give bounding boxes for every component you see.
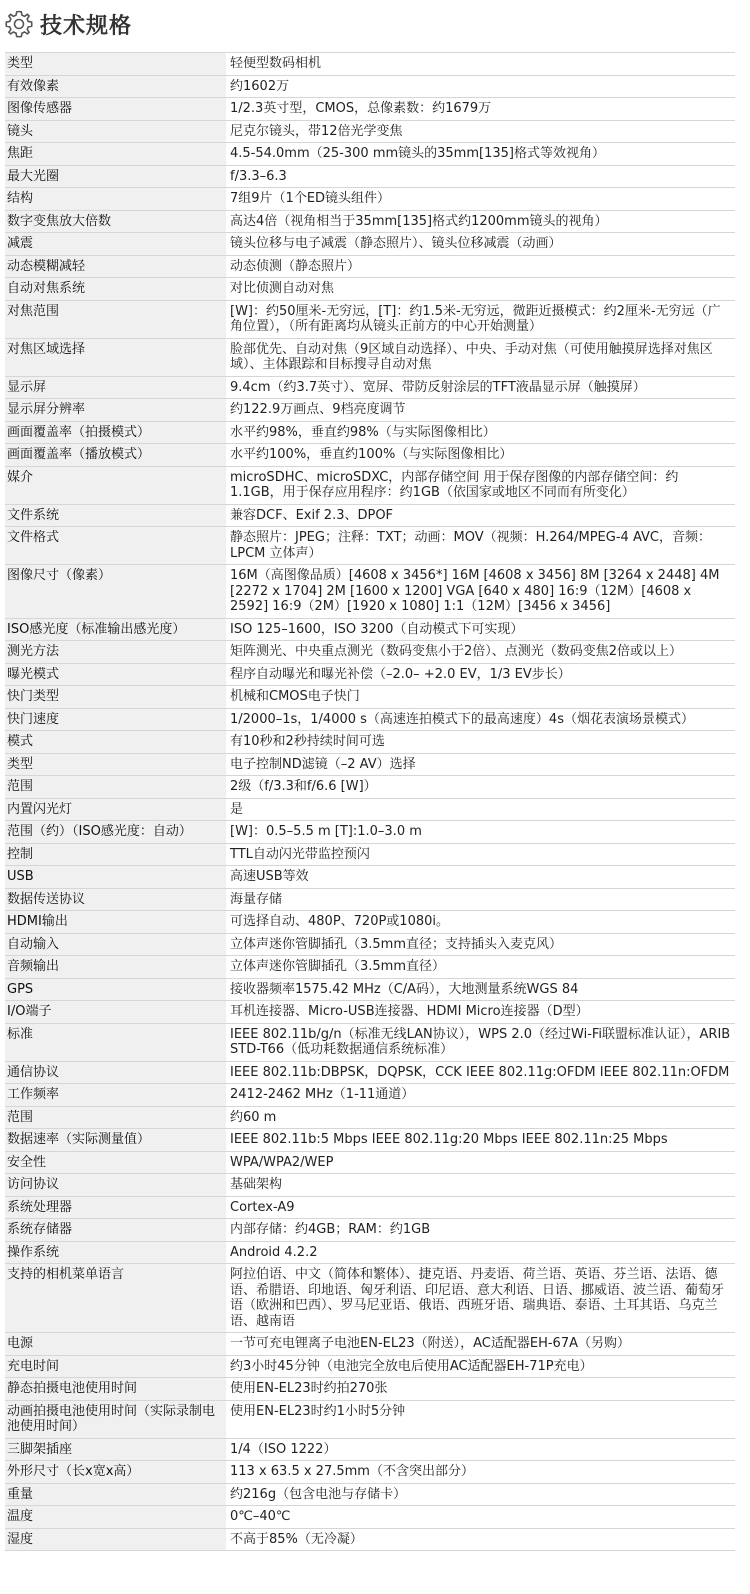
spec-value: 立体声迷你管脚插孔（3.5mm直径） [226, 956, 735, 979]
spec-value: ISO 125–1600，ISO 3200（自动模式下可实现） [226, 618, 735, 641]
spec-value: 脸部优先、自动对焦（9区域自动选择）、中央、手动对焦（可使用触摸屏选择对焦区域）、主体跟踪和目标搜寻自动对焦 [226, 338, 735, 376]
spec-value: 一节可充电锂离子电池EN-EL23（附送），AC适配器EH-67A（另购） [226, 1333, 735, 1356]
spec-row [5, 1438, 735, 1461]
spec-label: 电源 [5, 1333, 226, 1356]
spec-label: 范围（约）（ISO感光度：自动） [5, 821, 226, 844]
spec-row [5, 641, 735, 664]
spec-row [5, 843, 735, 866]
spec-row [5, 1333, 735, 1356]
spec-row [5, 753, 735, 776]
spec-label: 图像尺寸（像素） [5, 565, 226, 619]
spec-label: 测光方法 [5, 641, 226, 664]
spec-label: 通信协议 [5, 1061, 226, 1084]
spec-row [5, 1483, 735, 1506]
spec-label: 静态拍摄电池使用时间 [5, 1378, 226, 1401]
spec-value: 动态侦测（静态照片） [226, 255, 735, 278]
spec-value: 0℃–40℃ [226, 1506, 735, 1529]
spec-label: 画面覆盖率（拍摄模式） [5, 421, 226, 444]
spec-label: 温度 [5, 1506, 226, 1529]
spec-label: 操作系统 [5, 1241, 226, 1264]
spec-label: ISO感光度（标准输出感光度） [5, 618, 226, 641]
spec-label: 范围 [5, 1106, 226, 1129]
spec-value: 矩阵测光、中央重点测光（数码变焦小于2倍）、点测光（数码变焦2倍或以上） [226, 641, 735, 664]
spec-label: I/O端子 [5, 1001, 226, 1024]
spec-row [5, 278, 735, 301]
spec-label: 支持的相机菜单语言 [5, 1264, 226, 1333]
spec-label: 数字变焦放大倍数 [5, 210, 226, 233]
spec-label: 文件格式 [5, 527, 226, 565]
spec-value: 内部存储：约4GB；RAM：约1GB [226, 1219, 735, 1242]
spec-row [5, 527, 735, 565]
spec-row [5, 255, 735, 278]
spec-value: 水平约98%，垂直约98%（与实际图像相比） [226, 421, 735, 444]
spec-value: 约3小时45分钟（电池完全放电后使用AC适配器EH-71P充电） [226, 1355, 735, 1378]
spec-row [5, 618, 735, 641]
spec-label: 范围 [5, 776, 226, 799]
spec-label: 自动对焦系统 [5, 278, 226, 301]
spec-row [5, 1023, 735, 1061]
spec-value: f/3.3–6.3 [226, 165, 735, 188]
spec-value: 约1602万 [226, 75, 735, 98]
spec-label: 控制 [5, 843, 226, 866]
spec-row [5, 731, 735, 754]
spec-row [5, 300, 735, 338]
spec-row [5, 1196, 735, 1219]
spec-value: 使用EN-EL23时约1小时5分钟 [226, 1400, 735, 1438]
spec-label: 湿度 [5, 1528, 226, 1551]
spec-value: 机械和CMOS电子快门 [226, 686, 735, 709]
spec-value: 2级（f/3.3和f/6.6 [W]） [226, 776, 735, 799]
spec-row [5, 165, 735, 188]
spec-value: IEEE 802.11b:5 Mbps IEEE 802.11g:20 Mbps IEEE 802.11n:25 Mbps [226, 1129, 735, 1152]
spec-value: WPA/WPA2/WEP [226, 1151, 735, 1174]
spec-value: 轻便型数码相机 [226, 53, 735, 76]
spec-value: 有10秒和2秒持续时间可选 [226, 731, 735, 754]
spec-row [5, 933, 735, 956]
spec-label: 音频输出 [5, 956, 226, 979]
spec-row [5, 956, 735, 979]
spec-value: IEEE 802.11b/g/n（标准无线LAN协议），WPS 2.0（经过Wi-Fi联盟标准认证），ARIB STD-T66（低功耗数据通信系统标准） [226, 1023, 735, 1061]
spec-row [5, 504, 735, 527]
spec-label: 显示屏 [5, 376, 226, 399]
spec-label: 系统存储器 [5, 1219, 226, 1242]
spec-row [5, 98, 735, 121]
spec-label: 曝光模式 [5, 663, 226, 686]
spec-value: 是 [226, 798, 735, 821]
spec-value: 16M（高图像品质）[4608 x 3456*] 16M [4608 x 3456] 8M [3264 x 2448] 4M [2272 x 1704] 2M [1600 x 1200] VGA [640 x 480] 16:9（12M）[4608 x 2592] 16:9（2M）[1920 x 1080] 1:1（12M）[3456 x 3456] [226, 565, 735, 619]
spec-label: 文件系统 [5, 504, 226, 527]
spec-row [5, 466, 735, 504]
spec-label: 三脚架插座 [5, 1438, 226, 1461]
spec-row [5, 1174, 735, 1197]
spec-label: 数据速率（实际测量值） [5, 1129, 226, 1152]
spec-value: 基础架构 [226, 1174, 735, 1197]
spec-label: 对焦区域选择 [5, 338, 226, 376]
spec-value: [W]：约50厘米-无穷远，[T]：约1.5米-无穷远，微距近摄模式：约2厘米-无穷远（广角位置），（所有距离均从镜头正前方的中心开始测量） [226, 300, 735, 338]
spec-value: 高速USB等效 [226, 866, 735, 889]
spec-row [5, 1355, 735, 1378]
spec-label: 图像传感器 [5, 98, 226, 121]
spec-row [5, 399, 735, 422]
spec-table [5, 52, 735, 1551]
spec-row [5, 53, 735, 76]
spec-value: 7组9片（1个ED镜头组件） [226, 188, 735, 211]
spec-value: 接收器频率1575.42 MHz（C/A码），大地测量系统WGS 84 [226, 978, 735, 1001]
spec-value: Android 4.2.2 [226, 1241, 735, 1264]
spec-label: 类型 [5, 53, 226, 76]
spec-row [5, 1129, 735, 1152]
spec-label: 快门速度 [5, 708, 226, 731]
spec-label: 显示屏分辨率 [5, 399, 226, 422]
spec-value: 1/2000–1s，1/4000 s（高速连拍模式下的最高速度）4s（烟花表演场景模式） [226, 708, 735, 731]
spec-row [5, 1084, 735, 1107]
spec-value: 海量存储 [226, 888, 735, 911]
spec-value: Cortex-A9 [226, 1196, 735, 1219]
spec-row [5, 188, 735, 211]
spec-row [5, 1106, 735, 1129]
spec-value: 2412-2462 MHz（1-11通道） [226, 1084, 735, 1107]
spec-label: 有效像素 [5, 75, 226, 98]
spec-row [5, 376, 735, 399]
spec-label: 系统处理器 [5, 1196, 226, 1219]
spec-label: 快门类型 [5, 686, 226, 709]
spec-label: 数据传送协议 [5, 888, 226, 911]
spec-row [5, 821, 735, 844]
spec-value: 高达4倍（视角相当于35mm[135]格式约1200mm镜头的视角） [226, 210, 735, 233]
spec-row [5, 776, 735, 799]
spec-value: 约60 m [226, 1106, 735, 1129]
spec-row [5, 1219, 735, 1242]
spec-row [5, 444, 735, 467]
spec-row [5, 1001, 735, 1024]
spec-row [5, 1400, 735, 1438]
spec-label: 工作频率 [5, 1084, 226, 1107]
spec-value: 程序自动曝光和曝光补偿（–2.0– +2.0 EV，1/3 EV步长） [226, 663, 735, 686]
spec-value: 可选择自动、480P、720P或1080i。 [226, 911, 735, 934]
spec-value: microSDHC、microSDXC，内部存储空间 用于保存图像的内部存储空间：约1.1GB，用于保存应用程序：约1GB（依国家或地区不同而有所变化） [226, 466, 735, 504]
spec-value: 9.4cm（约3.7英寸）、宽屏、带防反射涂层的TFT液晶显示屏（触摸屏） [226, 376, 735, 399]
spec-label: 媒介 [5, 466, 226, 504]
spec-label: 充电时间 [5, 1355, 226, 1378]
spec-label: 对焦范围 [5, 300, 226, 338]
spec-row [5, 708, 735, 731]
spec-value: 1/2.3英寸型，CMOS，总像素数：约1679万 [226, 98, 735, 121]
spec-label: USB [5, 866, 226, 889]
spec-value: IEEE 802.11b:DBPSK，DQPSK，CCK IEEE 802.11g:OFDM IEEE 802.11n:OFDM [226, 1061, 735, 1084]
spec-row [5, 1528, 735, 1551]
spec-label: 访问协议 [5, 1174, 226, 1197]
spec-value: 使用EN-EL23时约拍270张 [226, 1378, 735, 1401]
spec-row [5, 233, 735, 256]
spec-row [5, 1241, 735, 1264]
spec-value: 镜头位移与电子减震（静态照片）、镜头位移减震（动画） [226, 233, 735, 256]
spec-row [5, 1264, 735, 1333]
spec-value: 电子控制ND滤镜（–2 AV）选择 [226, 753, 735, 776]
spec-label: 减震 [5, 233, 226, 256]
spec-value: 水平约100%，垂直约100%（与实际图像相比） [226, 444, 735, 467]
spec-row [5, 686, 735, 709]
spec-row [5, 911, 735, 934]
spec-value: 阿拉伯语、中文（简体和繁体）、捷克语、丹麦语、荷兰语、英语、芬兰语、法语、德语、希腊语、印地语、匈牙利语、印尼语、意大利语、日语、挪威语、波兰语、葡萄牙语（欧洲和巴西）、罗马尼亚语、俄语、西班牙语、瑞典语、泰语、土耳其语、乌克兰语、越南语 [226, 1264, 735, 1333]
spec-row [5, 1061, 735, 1084]
spec-label: HDMI输出 [5, 911, 226, 934]
spec-label: 自动输入 [5, 933, 226, 956]
spec-row [5, 663, 735, 686]
spec-row [5, 143, 735, 166]
spec-row [5, 120, 735, 143]
spec-row [5, 798, 735, 821]
spec-label: GPS [5, 978, 226, 1001]
spec-row [5, 1506, 735, 1529]
spec-label: 最大光圈 [5, 165, 226, 188]
spec-row [5, 1151, 735, 1174]
spec-value: 尼克尔镜头，带12倍光学变焦 [226, 120, 735, 143]
spec-value: 立体声迷你管脚插孔（3.5mm直径；支持插头入麦克风） [226, 933, 735, 956]
gear-icon [4, 9, 34, 39]
spec-row [5, 565, 735, 619]
spec-value: 约122.9万画点、9档亮度调节 [226, 399, 735, 422]
spec-value: [W]：0.5–5.5 m [T]:1.0–3.0 m [226, 821, 735, 844]
spec-label: 焦距 [5, 143, 226, 166]
spec-row [5, 888, 735, 911]
spec-value: 耳机连接器、Micro-USB连接器、HDMI Micro连接器（D型） [226, 1001, 735, 1024]
spec-label: 重量 [5, 1483, 226, 1506]
spec-row [5, 1378, 735, 1401]
spec-value: 静态照片：JPEG；注释：TXT；动画：MOV（视频：H.264/MPEG-4 AVC，音频：LPCM 立体声） [226, 527, 735, 565]
spec-row [5, 421, 735, 444]
spec-label: 安全性 [5, 1151, 226, 1174]
spec-label: 类型 [5, 753, 226, 776]
spec-value: 兼容DCF、Exif 2.3、DPOF [226, 504, 735, 527]
spec-label: 动态模糊减轻 [5, 255, 226, 278]
spec-value: 对比侦测自动对焦 [226, 278, 735, 301]
spec-row [5, 866, 735, 889]
spec-row [5, 338, 735, 376]
spec-row [5, 210, 735, 233]
spec-value: 不高于85%（无冷凝） [226, 1528, 735, 1551]
spec-label: 动画拍摄电池使用时间（实际录制电池使用时间） [5, 1400, 226, 1438]
section-header [0, 0, 750, 48]
spec-value: 113 x 63.5 x 27.5mm（不含突出部分） [226, 1461, 735, 1484]
spec-label: 模式 [5, 731, 226, 754]
spec-label: 镜头 [5, 120, 226, 143]
spec-value: 1/4（ISO 1222） [226, 1438, 735, 1461]
spec-row [5, 978, 735, 1001]
spec-label: 外形尺寸（长x宽x高） [5, 1461, 226, 1484]
spec-label: 结构 [5, 188, 226, 211]
spec-value: 4.5-54.0mm（25-300 mm镜头的35mm[135]格式等效视角） [226, 143, 735, 166]
spec-label: 画面覆盖率（播放模式） [5, 444, 226, 467]
spec-value: 约216g（包含电池与存储卡） [226, 1483, 735, 1506]
spec-row [5, 75, 735, 98]
page-title: 技术规格 [40, 13, 133, 39]
spec-value: TTL自动闪光带监控预闪 [226, 843, 735, 866]
spec-label: 内置闪光灯 [5, 798, 226, 821]
spec-label: 标准 [5, 1023, 226, 1061]
spec-row [5, 1461, 735, 1484]
